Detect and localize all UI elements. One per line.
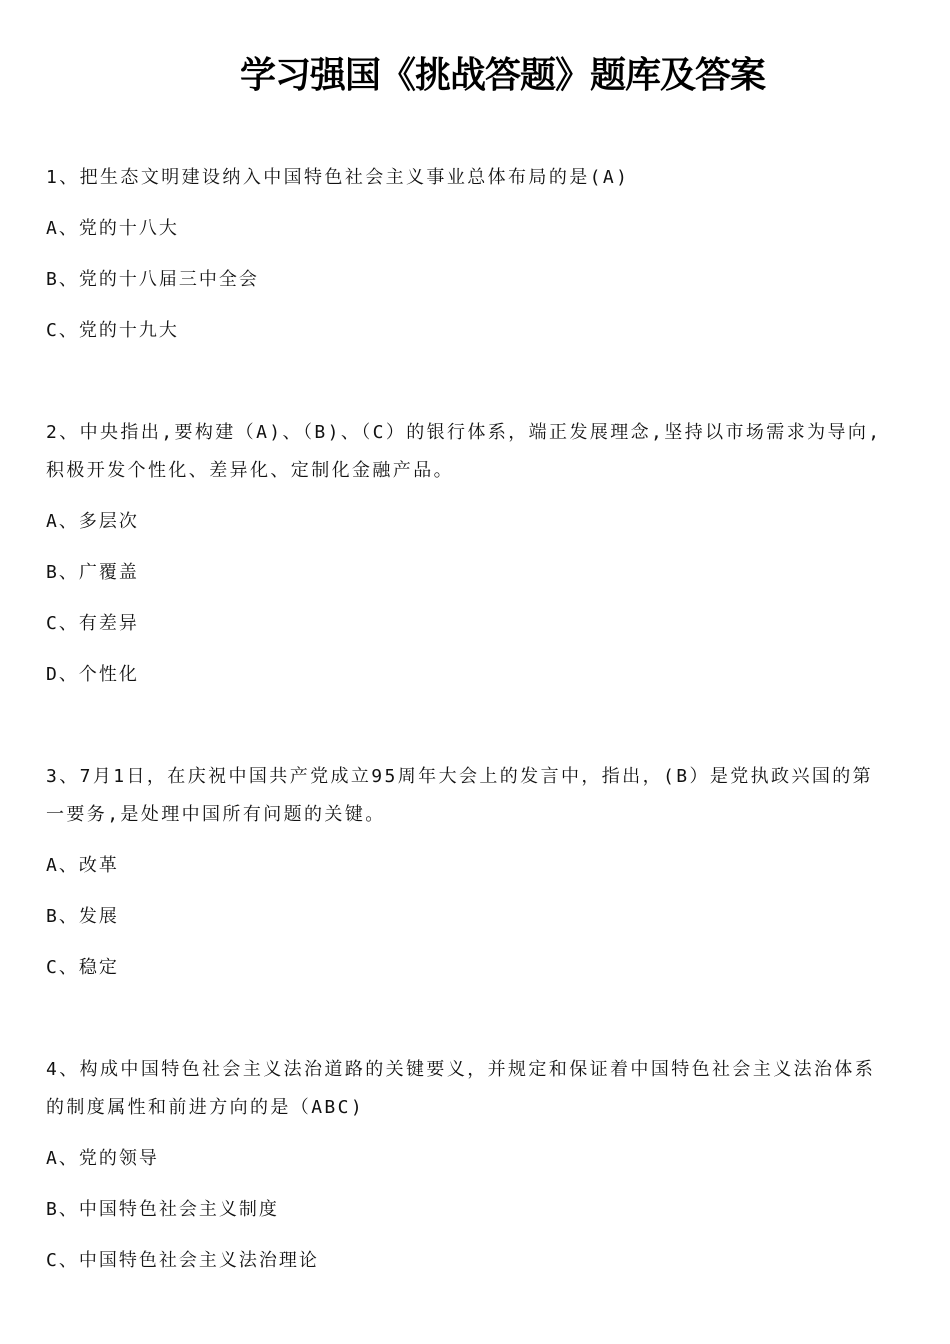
question-3-text-line-1: 3、7月1日，在庆祝中国共产党成立95周年大会上的发言中，指出，(B）是党执政兴国的第 — [46, 766, 874, 787]
question-4-option-c: C、中国特色社会主义法治理论 — [46, 1250, 319, 1271]
question-3-text-line-2: 一要务,是处理中国所有问题的关键。 — [46, 804, 386, 825]
question-1-text: 1、把生态文明建设纳入中国特色社会主义事业总体布局的是(A) — [46, 167, 630, 188]
question-2-option-d: D、个性化 — [46, 664, 139, 685]
question-4-option-a: A、党的领导 — [46, 1148, 159, 1169]
question-4-text-line-1: 4、构成中国特色社会主义法治道路的关键要义，并规定和保证着中国特色社会主义法治体系 — [46, 1059, 876, 1080]
question-2-option-b: B、广覆盖 — [46, 562, 139, 583]
question-1-option-c: C、党的十九大 — [46, 320, 179, 341]
question-4-option-b: B、中国特色社会主义制度 — [46, 1199, 279, 1220]
question-2-option-c: C、有差异 — [46, 613, 139, 634]
question-2-option-a: A、多层次 — [46, 511, 139, 532]
question-2-text-line-2: 积极开发个性化、差异化、定制化金融产品。 — [46, 460, 454, 481]
question-3-option-b: B、发展 — [46, 906, 119, 927]
question-3-option-c: C、稳定 — [46, 957, 119, 978]
question-3-option-a: A、改革 — [46, 855, 119, 876]
question-2-text-line-1: 2、中央指出,要构建（A)、（B)、（C）的银行体系，端正发展理念,坚持以市场需求为导向, — [46, 422, 882, 443]
question-4-text-line-2: 的制度属性和前进方向的是（ABC) — [46, 1097, 365, 1118]
document-title: 学习强国《挑战答题》题库及答案 — [239, 55, 765, 96]
question-1-option-a: A、党的十八大 — [46, 218, 179, 239]
question-1-option-b: B、党的十八届三中全会 — [46, 269, 259, 290]
